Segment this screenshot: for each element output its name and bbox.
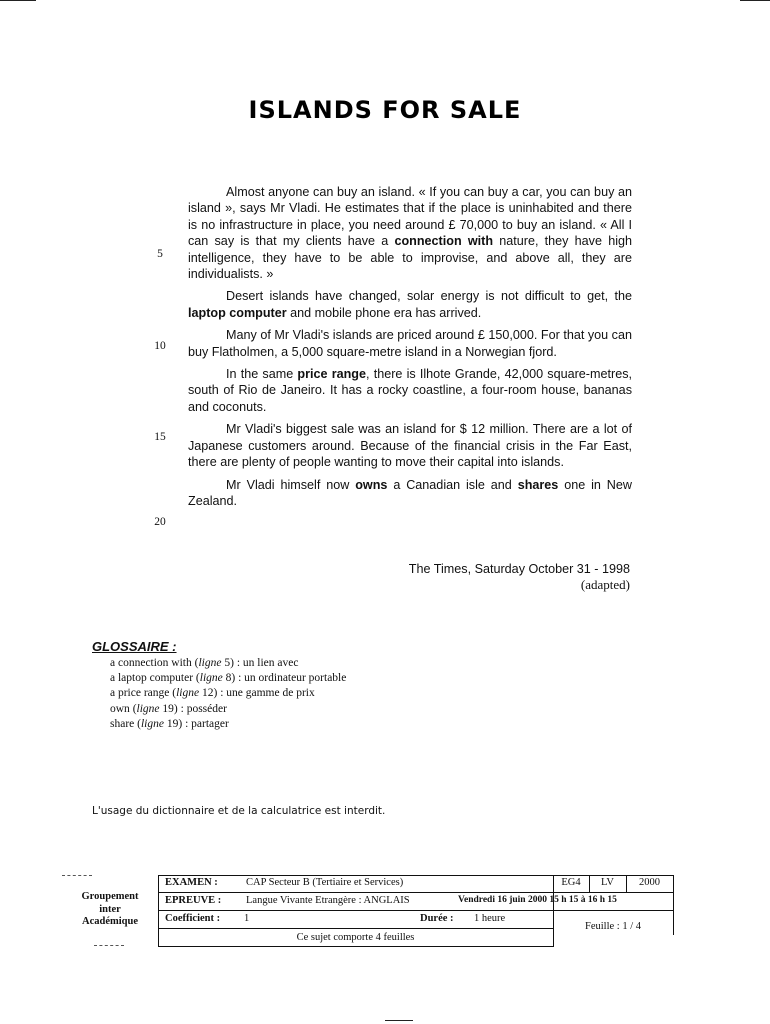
glossary-item: own (ligne 19) : posséder (110, 702, 227, 715)
duree-value: 1 heure (474, 913, 506, 924)
table-border (673, 875, 674, 935)
coefficient-label: Coefficient : (165, 913, 221, 924)
glossary-item: a laptop computer (ligne 8) : un ordinateur portable (110, 672, 347, 685)
table-border (158, 875, 674, 876)
page-title: ISLANDS FOR SALE (248, 96, 522, 124)
line-number: 15 (154, 431, 166, 443)
examen-value: CAP Secteur B (Tertiaire et Services) (246, 877, 404, 888)
article-text (188, 184, 632, 515)
table-border (94, 945, 124, 946)
paragraph: In the same price range, there is Ilhote Grande, 42,000 square-metres, south of Rio de Janeiro. It has a rocky coastline, a four-room house, bananas and coconuts. (188, 367, 632, 414)
paragraph: Almost anyone can buy an island. « If you can buy a car, you can buy an island », says Mr Vladi. He estimates that if the place is uninhabited and there is no infrastructure in place, you need around £ 70,000 to buy an island. « All I can say is that my clients have a connection with nature, they have high intelligence, they have to be able to improvise, and above all, they are individualists. » (188, 185, 633, 282)
glossary-term: connection with (394, 234, 494, 249)
exam-code: EG4 (561, 877, 581, 888)
epreuve-value: Langue Vivante Etrangère : ANGLAIS (246, 895, 410, 906)
line-number: 5 (157, 248, 163, 260)
exam-date: Vendredi 16 juin 2000 15 h 15 à 16 h 15 (458, 895, 617, 905)
paragraph: Many of Mr Vladi's islands are priced around £ 150,000. For that you can buy Flatholmen, a 5,000 square-metre island in a Norwegian fjord. (188, 328, 632, 359)
table-border (158, 946, 553, 947)
table-border (158, 892, 674, 893)
glossary-item: share (ligne 19) : partager (110, 717, 229, 730)
glossary-term: owns (355, 477, 388, 492)
lv-label: LV (600, 877, 615, 888)
epreuve-label: EPREUVE : (165, 895, 222, 906)
feuille-info: Feuille : 1 / 4 (585, 921, 641, 932)
table-border (158, 910, 674, 911)
glossary-list (110, 656, 346, 732)
duree-label: Durée : (420, 913, 454, 924)
pages-count: Ce sujet comporte 4 feuilles (296, 932, 415, 943)
coefficient-value: 1 (244, 913, 250, 924)
scan-edge-line (740, 0, 770, 1)
exam-info-table (62, 875, 674, 947)
line-number: 10 (154, 340, 166, 352)
scan-edge-line (0, 0, 36, 1)
scan-edge-line (385, 1020, 413, 1021)
table-border (158, 928, 553, 929)
paragraph: Mr Vladi's biggest sale was an island for $ 12 million. There are a lot of Japanese customers around. Because of the financial crisis in the Far East, there are plenty of people wanting to move their capital into islands. (188, 422, 632, 470)
citation-text: The Times, Saturday October 31 - 1998 (408, 562, 630, 576)
examen-label: EXAMEN : (165, 877, 218, 888)
source-citation (409, 561, 630, 593)
dictionary-notice: L'usage du dictionnaire et de la calculatrice est interdit. (92, 805, 386, 817)
adapted-note: (adapted) (580, 577, 630, 592)
paragraph: Desert islands have changed, solar energy is not difficult to get, the laptop computer and mobile phone era has arrived. (188, 289, 632, 320)
glossary-item: a price range (ligne 12) : une gamme de prix (110, 687, 315, 700)
table-border (62, 875, 92, 876)
glossary-term: laptop computer (188, 305, 287, 320)
paragraph: Mr Vladi himself now owns a Canadian isle and shares one in New Zealand. (188, 477, 633, 508)
line-number: 20 (154, 516, 166, 528)
org-name: Groupement inter Académique (81, 891, 139, 927)
glossary-term: price range (297, 367, 366, 382)
glossary-title: GLOSSAIRE : (92, 639, 177, 654)
glossary-item: a connection with (ligne 5) : un lien avec (110, 657, 299, 669)
exam-year: 2000 (639, 877, 660, 888)
glossary-term: shares (517, 477, 559, 492)
